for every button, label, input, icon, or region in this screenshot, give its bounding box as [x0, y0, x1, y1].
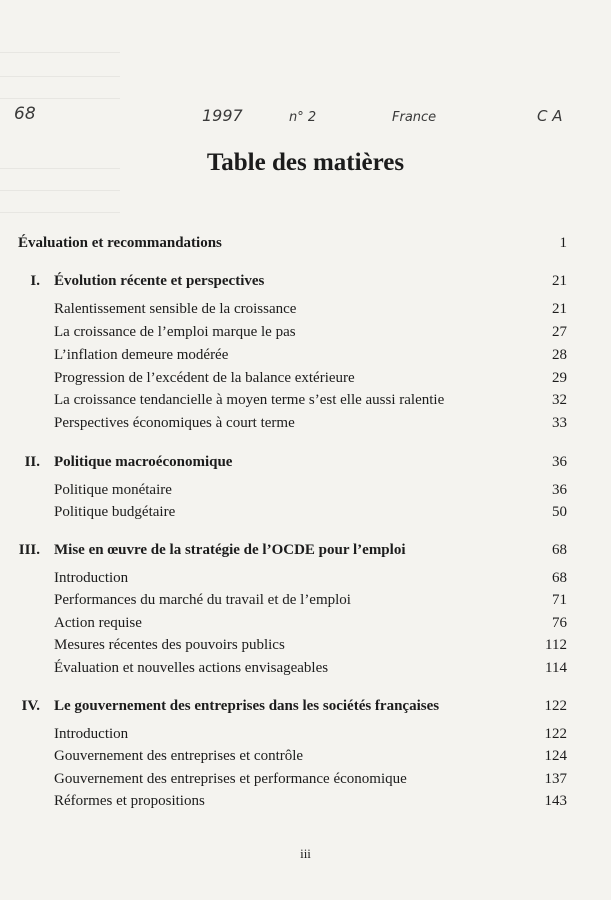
toc-entry-sub	[0, 657, 611, 679]
toc-entry-label: Introduction	[54, 570, 129, 586]
toc-entry-sub	[0, 723, 611, 745]
toc-page-number: 50	[552, 504, 567, 520]
bleed-through-line	[0, 190, 120, 191]
toc-entry-sub	[0, 589, 611, 611]
bleed-through-line	[0, 212, 120, 213]
toc-chapter-number: IV.	[21, 698, 40, 714]
toc-entry-label: La croissance tendancielle à moyen terme s’est elle aussi ralentie	[54, 392, 445, 408]
toc-page-number: 29	[552, 370, 567, 386]
toc-page-number: 122	[544, 726, 567, 742]
handwritten-year: 1997	[202, 106, 243, 125]
toc-entry-label: Progression de l’excédent de la balance extérieure	[54, 370, 355, 386]
handwritten-country: France	[392, 110, 437, 125]
toc-page-number: 21	[552, 273, 567, 289]
toc-page-number: 143	[544, 793, 567, 809]
toc-entry-label: L’inflation demeure modérée	[54, 347, 229, 363]
toc-page-number: 28	[552, 347, 567, 363]
toc-entry-sub	[0, 412, 611, 434]
handwritten-code: C A	[537, 107, 563, 125]
toc-entry-sub	[0, 344, 611, 366]
toc-entry-label: Le gouvernement des entreprises dans les sociétés françaises	[54, 698, 440, 714]
toc-entry-sub	[0, 768, 611, 790]
toc-page-number: 124	[544, 748, 567, 764]
toc-entry-label: Évaluation et recommandations	[18, 235, 222, 251]
page-title: Table des matières	[206, 149, 405, 176]
toc-entry-label: Mise en œuvre de la stratégie de l’OCDE pour l’emploi	[54, 542, 406, 558]
toc-entry-sub	[0, 745, 611, 767]
toc-page-number: 71	[552, 592, 567, 608]
toc-page-number: 36	[552, 454, 567, 470]
toc-entry-label: Introduction	[54, 726, 129, 742]
toc-entry-label: Action requise	[54, 615, 142, 631]
toc-entry-chapter	[0, 270, 611, 292]
toc-page-number: 76	[552, 615, 567, 631]
toc-page-number: 1	[559, 235, 567, 251]
toc-entry-label: Gouvernement des entreprises et performance économique	[54, 771, 407, 787]
toc-entry-label: Évolution récente et perspectives	[54, 273, 265, 289]
page-number-footer: iii	[300, 846, 311, 861]
toc-chapter-number: II.	[24, 454, 40, 470]
toc-entry-label: Ralentissement sensible de la croissance	[54, 301, 297, 317]
toc-page-number: 137	[544, 771, 567, 787]
toc-entry-label: Politique monétaire	[54, 482, 172, 498]
toc-entry-sub	[0, 298, 611, 320]
toc-entry-label: Gouvernement des entreprises et contrôle	[54, 748, 304, 764]
toc-entry-label: Perspectives économiques à court terme	[54, 415, 295, 431]
toc-page-number: 21	[552, 301, 567, 317]
toc-entry-label: Performances du marché du travail et de l’emploi	[54, 592, 351, 608]
toc-page-number: 36	[552, 482, 567, 498]
handwritten-issue: n° 2	[289, 110, 317, 125]
toc-entry-sub	[0, 479, 611, 501]
toc-page-number: 27	[552, 324, 567, 340]
toc-entry-sub	[0, 389, 611, 411]
toc-page-number: 112	[545, 637, 567, 653]
bleed-through-line	[0, 76, 120, 77]
toc-entry-label: La croissance de l’emploi marque le pas	[54, 324, 296, 340]
toc-entry-label: Évaluation et nouvelles actions envisageables	[54, 660, 329, 676]
toc-entry-sub	[0, 612, 611, 634]
bleed-through-line	[0, 52, 120, 53]
toc-entry-sub	[0, 501, 611, 523]
toc-page-number: 68	[552, 570, 567, 586]
toc-entry-chapter	[0, 539, 611, 561]
toc-chapter-number: I.	[30, 273, 40, 289]
bleed-through-line	[0, 98, 120, 99]
toc-entry-sub	[0, 790, 611, 812]
toc-entry-label: Mesures récentes des pouvoirs publics	[54, 637, 285, 653]
toc-entry-chapter	[0, 451, 611, 473]
toc-entry-sub	[0, 367, 611, 389]
toc-entry-sub	[0, 321, 611, 343]
toc-page-number: 33	[552, 415, 567, 431]
toc-page-number: 32	[552, 392, 567, 408]
toc-page-number: 114	[545, 660, 567, 676]
toc-entry-intro	[0, 232, 611, 254]
toc-page-number: 68	[552, 542, 567, 558]
toc-page-number: 122	[544, 698, 567, 714]
toc-entry-chapter	[0, 695, 611, 717]
handwritten-page-ref: 68	[14, 104, 36, 124]
toc-entry-label: Politique macroéconomique	[54, 454, 233, 470]
toc-entry-label: Réformes et propositions	[54, 793, 205, 809]
toc-entry-sub	[0, 567, 611, 589]
toc-entry-sub	[0, 634, 611, 656]
toc-entry-label: Politique budgétaire	[54, 504, 176, 520]
toc-chapter-number: III.	[18, 542, 40, 558]
